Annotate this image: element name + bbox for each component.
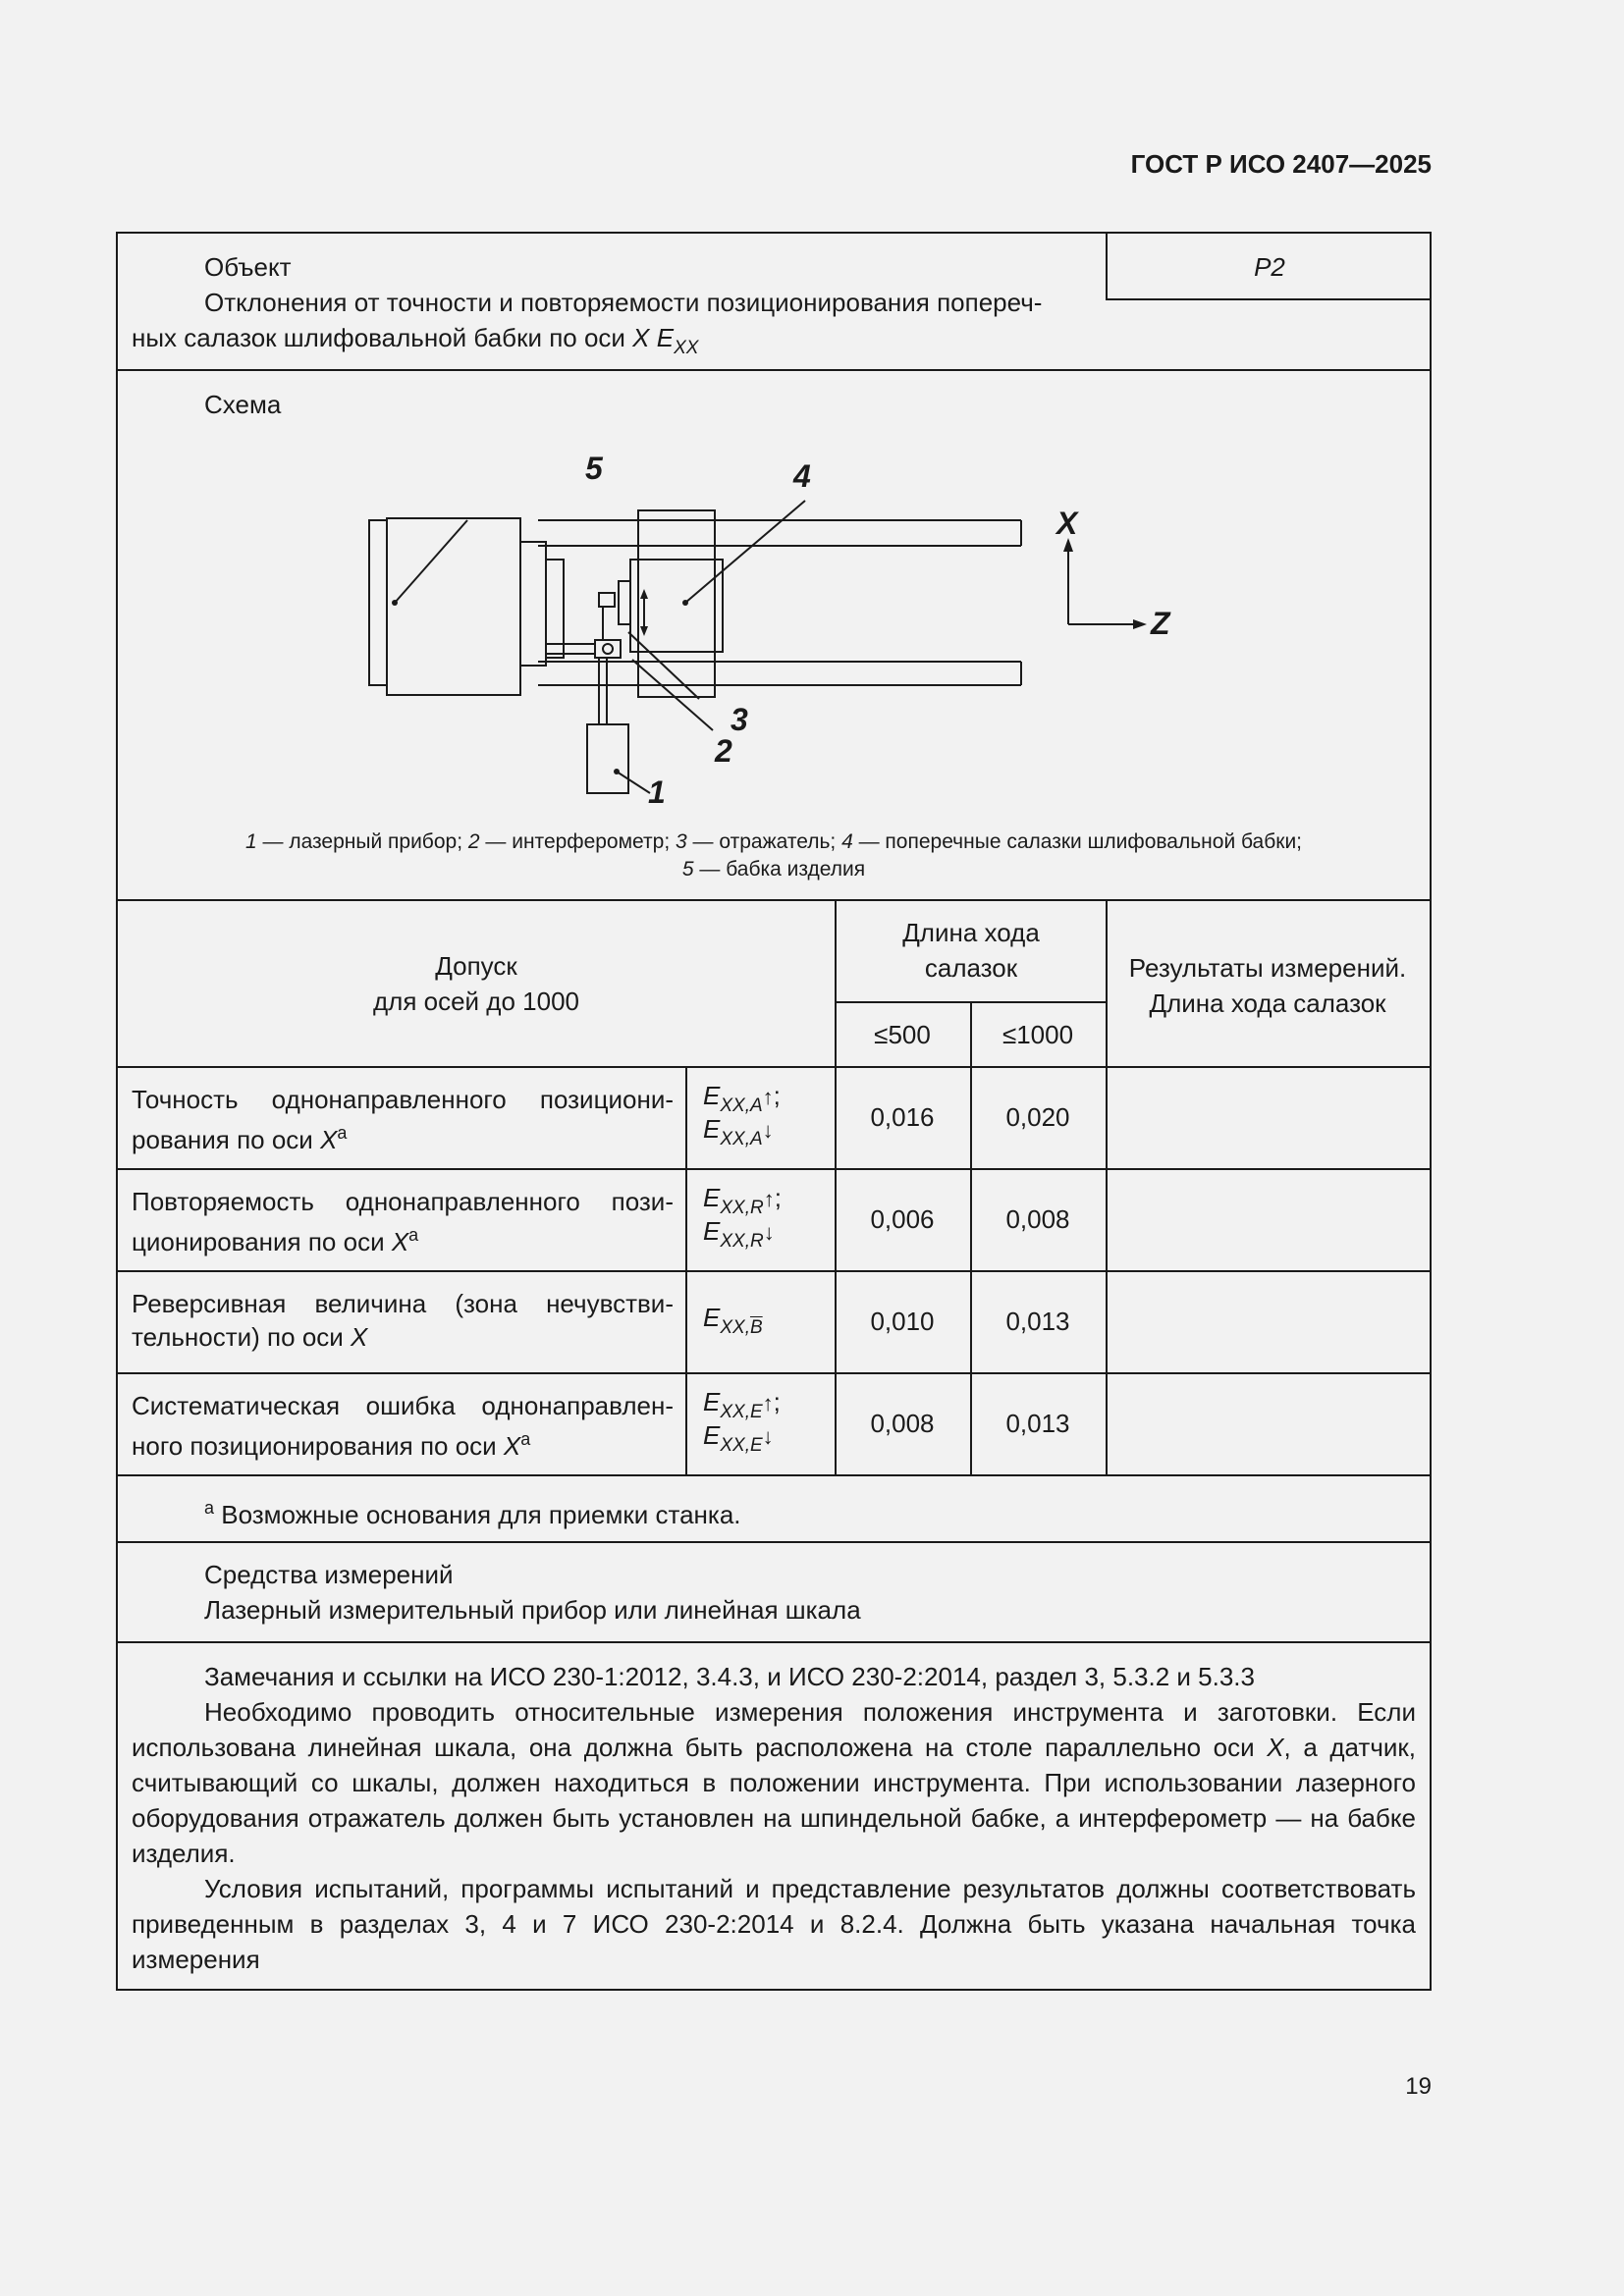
tolerance-header-line1: Допуск	[435, 951, 517, 981]
axis-z-label: Z	[1151, 606, 1170, 641]
instruments-label: Средства измерений	[204, 1560, 454, 1589]
row-4-symbol-down: $E_{XX,E}↓$	[703, 1420, 774, 1456]
divider	[118, 1270, 1430, 1272]
divider	[970, 1001, 972, 1474]
row-4-value-500: 0,008	[870, 1409, 935, 1438]
row-2-value-500: 0,006	[870, 1204, 935, 1234]
divider	[118, 1541, 1430, 1543]
row-2-symbol-up: $E_{XX,R}↑$;	[703, 1183, 782, 1218]
row-4-symbol-up: $E_{XX,E}↑$;	[703, 1387, 781, 1422]
object-label: Объект	[204, 252, 292, 282]
results-header-line1: Результаты измерений.	[1128, 953, 1407, 983]
object-title-line1: Отклонения от точности и повторяемости позиционирования попереч-	[204, 288, 1043, 317]
row-3-desc-line1: Реверсивная величина (зона нечувстви-	[132, 1289, 674, 1318]
document-header: ГОСТ Р ИСО 2407—2025	[1130, 149, 1432, 179]
scheme-legend-line1: 1 — лазерный прибор; 2 — интерферометр; 3 — отражатель; 4 — поперечные салазки шлифовальной бабки;	[244, 830, 1303, 853]
row-2-value-1000: 0,008	[1005, 1204, 1070, 1234]
page-number: 19	[1405, 2073, 1432, 2100]
row-3-desc-line2: тельности) по оси X	[132, 1322, 368, 1352]
stroke-header-line1: Длина хода	[902, 918, 1040, 947]
scheme-label: Схема	[204, 390, 282, 419]
divider	[118, 1066, 1430, 1068]
axis-x-label: X	[1056, 506, 1078, 541]
row-1-symbol-down: $E_{XX,A}↓$	[703, 1114, 774, 1149]
stroke-header-line2: салазок	[924, 953, 1018, 983]
remarks-paragraph-1: Необходимо проводить относительные измерения положения инструмента и заготовки. Если использована линейная шкала, она должна быть расположена на столе параллельно оси X, а датчик, считывающий со шкалы, должен находиться в положении инструмента. При использовании лазерного оборудования отражатель должен быть установлен на шпиндельной бабке, а интерферометр — на бабке изделия.	[132, 1697, 1416, 1868]
col-500-header: ≤500	[874, 1020, 931, 1049]
test-sheet-table	[116, 232, 1432, 1991]
measurement-scheme-diagram	[118, 234, 1430, 901]
divider	[118, 1168, 1430, 1170]
divider	[118, 1474, 1430, 1476]
callout-1: 1	[648, 774, 666, 810]
row-4-value-1000: 0,013	[1005, 1409, 1070, 1438]
divider	[835, 1001, 1108, 1003]
row-1-value-1000: 0,020	[1005, 1102, 1070, 1132]
divider	[118, 1641, 1430, 1643]
row-3-value-500: 0,010	[870, 1307, 935, 1336]
callout-4: 4	[793, 458, 811, 494]
row-4-desc-line1: Систематическая ошибка однонаправлен-	[132, 1391, 674, 1420]
col-1000-header: ≤1000	[1001, 1020, 1074, 1049]
row-3-value-1000: 0,013	[1005, 1307, 1070, 1336]
tolerance-header-line2: для осей до 1000	[372, 987, 579, 1016]
row-2-desc-line1: Повторяемость однонаправленного пози-	[132, 1187, 674, 1216]
divider	[685, 1066, 687, 1474]
callout-3: 3	[731, 702, 748, 737]
scheme-legend-line2: 5 — бабка изделия	[681, 858, 866, 881]
callout-2: 2	[715, 733, 732, 769]
row-4-desc-line2: ного позиционирования по оси $X^a$	[132, 1429, 531, 1461]
remarks-title: Замечания и ссылки на ИСО 230-1:2012, 3.4.3, и ИСО 230-2:2014, раздел 3, 5.3.2 и 5.3.3	[204, 1662, 1255, 1691]
row-1-symbol-up: $E_{XX,A}↑$;	[703, 1081, 781, 1116]
row-2-desc-line2: ционирования по оси $X^a$	[132, 1225, 419, 1256]
divider	[118, 1372, 1430, 1374]
test-code: P2	[1254, 252, 1285, 282]
remarks-paragraph-2: Условия испытаний, программы испытаний и представление результатов должны соответствовать приведенным в разделах 3, 4 и 7 ИСО 230-2:2014 и 8.2.4. Должна быть указана начальная точка измерения	[132, 1874, 1416, 1974]
object-title-line2: ных салазок шлифовальной бабки по оси X $E_{XX}$	[132, 323, 699, 358]
instruments-text: Лазерный измерительный прибор или линейная шкала	[204, 1595, 861, 1625]
row-1-desc-line2: рования по оси $X^a$	[132, 1123, 348, 1154]
row-2-symbol-down: $E_{XX,R}↓$	[703, 1216, 775, 1252]
row-3-symbol: $E_{XX,\overline{B}}$	[703, 1303, 763, 1338]
row-1-desc-line1: Точность однонаправленного позициони-	[132, 1085, 674, 1114]
row-1-value-500: 0,016	[870, 1102, 935, 1132]
callout-5: 5	[585, 451, 603, 486]
table-footnote: $^a$ Возможные основания для приемки станка.	[204, 1498, 741, 1529]
results-header-line2: Длина хода салазок	[1149, 988, 1386, 1018]
